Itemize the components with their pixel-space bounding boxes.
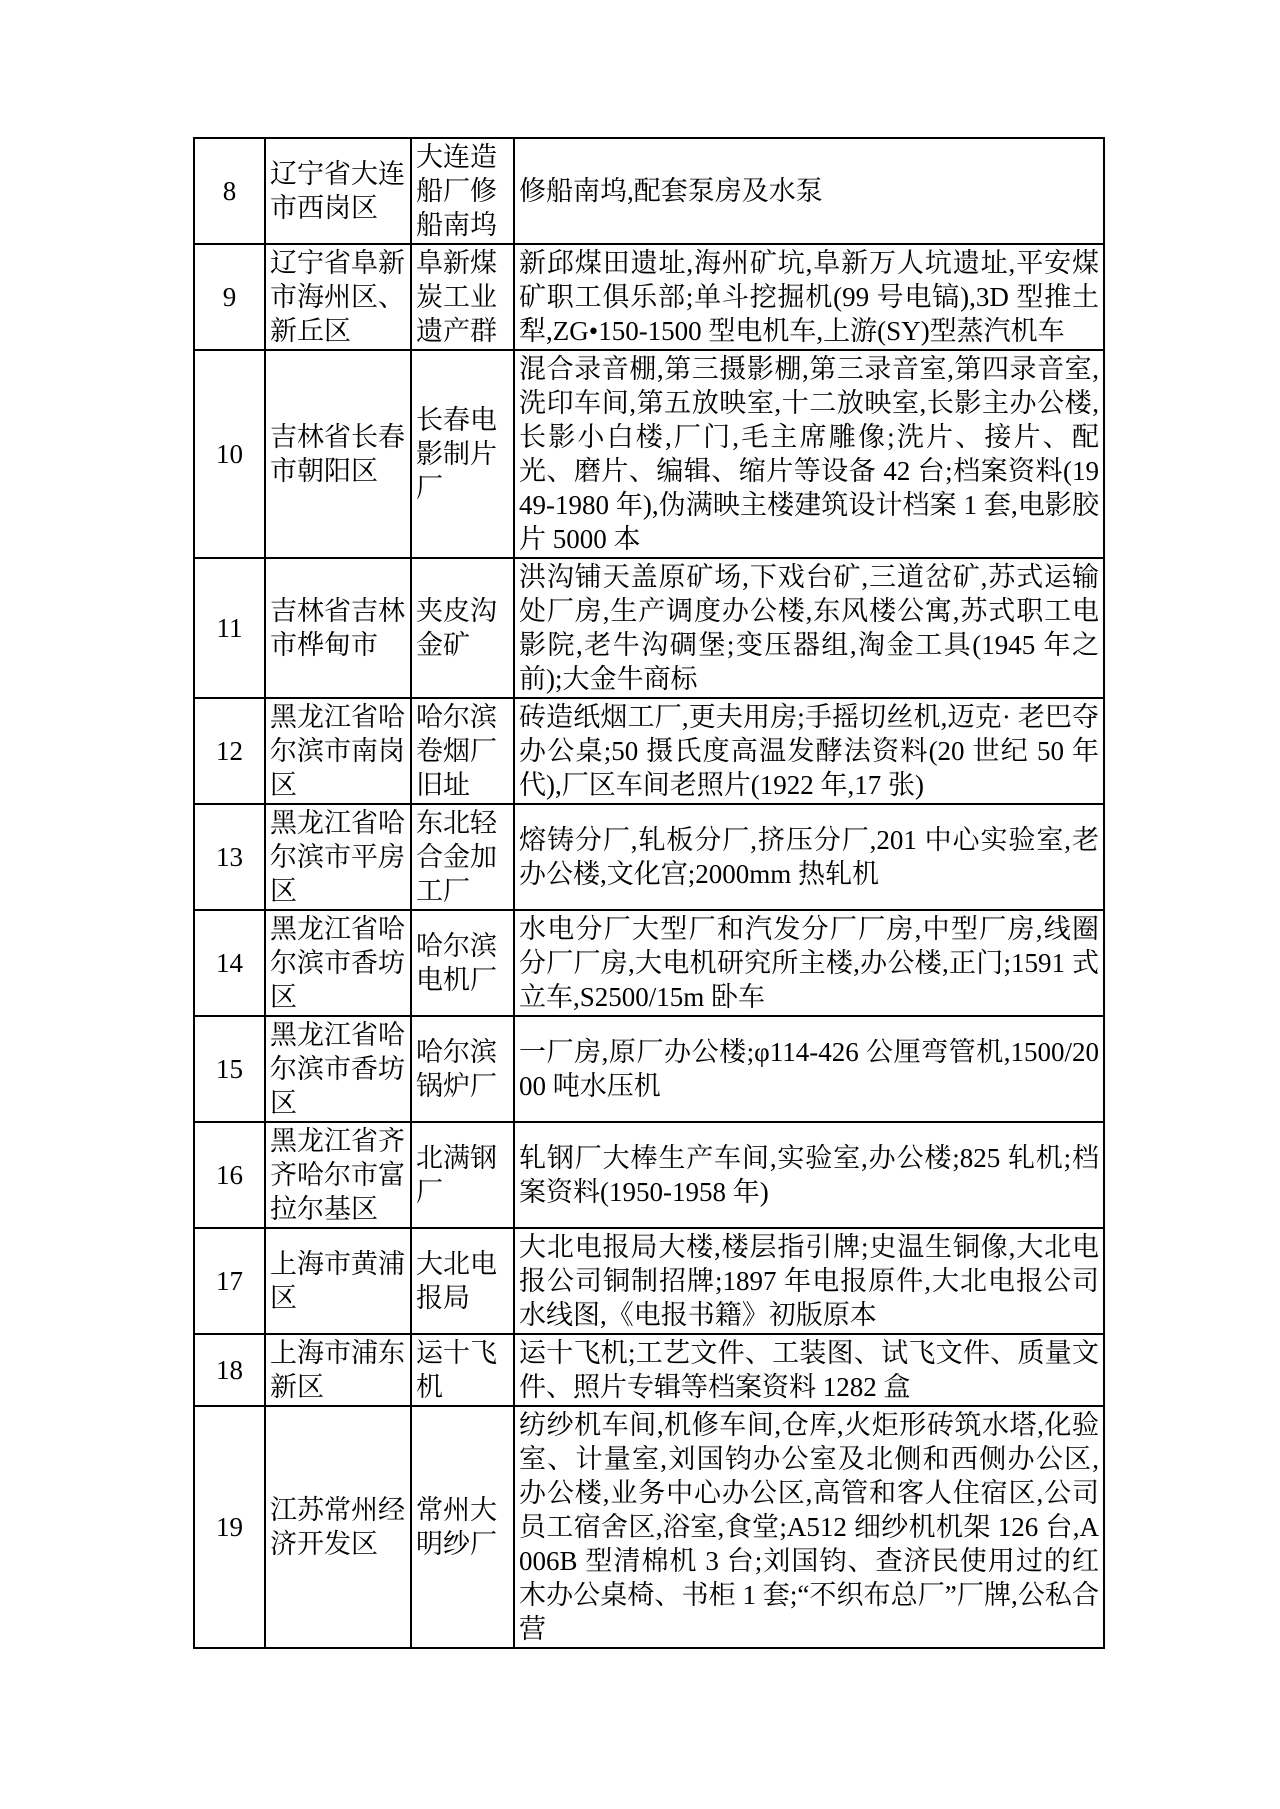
row-number-cell: 16 xyxy=(194,1122,265,1228)
location-cell: 上海市浦东新区 xyxy=(265,1334,411,1406)
site-name-cell: 大连造船厂修船南坞 xyxy=(411,138,514,244)
items-cell: 修船南坞,配套泵房及水泵 xyxy=(514,138,1104,244)
location-cell: 黑龙江省哈尔滨市香坊区 xyxy=(265,910,411,1016)
items-cell: 砖造纸烟工厂,更夫用房;手摇切丝机,迈克· 老巴夺办公桌;50 摄氏度高温发酵法资料(20 世纪 50 年代),厂区车间老照片(1922 年,17 张) xyxy=(514,698,1104,804)
items-cell: 运十飞机;工艺文件、工装图、试飞文件、质量文件、照片专辑等档案资料 1282 盒 xyxy=(514,1334,1104,1406)
location-cell: 黑龙江省哈尔滨市南岗区 xyxy=(265,698,411,804)
items-cell: 一厂房,原厂办公楼;φ114-426 公厘弯管机,1500/2000 吨水压机 xyxy=(514,1016,1104,1122)
site-name-cell: 长春电影制片厂 xyxy=(411,350,514,558)
row-number-cell: 14 xyxy=(194,910,265,1016)
table-row xyxy=(194,1122,1104,1228)
table-row xyxy=(194,698,1104,804)
site-name-cell: 哈尔滨卷烟厂旧址 xyxy=(411,698,514,804)
location-cell: 辽宁省大连市西岗区 xyxy=(265,138,411,244)
location-cell: 江苏常州经济开发区 xyxy=(265,1406,411,1648)
location-cell: 黑龙江省齐齐哈尔市富拉尔基区 xyxy=(265,1122,411,1228)
site-name-cell: 哈尔滨锅炉厂 xyxy=(411,1016,514,1122)
items-cell: 水电分厂大型厂和汽发分厂厂房,中型厂房,线圈分厂厂房,大电机研究所主楼,办公楼,正门;1591 式立车,S2500/15m 卧车 xyxy=(514,910,1104,1016)
items-cell: 新邱煤田遗址,海州矿坑,阜新万人坑遗址,平安煤矿职工俱乐部;单斗挖掘机(99 号电镐),3D 型推土犁,ZG•150-1500 型电机车,上游(SY)型蒸汽机车 xyxy=(514,244,1104,350)
row-number-cell: 15 xyxy=(194,1016,265,1122)
location-cell: 吉林省吉林市桦甸市 xyxy=(265,558,411,698)
location-cell: 上海市黄浦区 xyxy=(265,1228,411,1334)
table-row xyxy=(194,1016,1104,1122)
row-number-cell: 11 xyxy=(194,558,265,698)
heritage-sites-table xyxy=(193,137,1105,1649)
site-name-cell: 夹皮沟金矿 xyxy=(411,558,514,698)
row-number-cell: 10 xyxy=(194,350,265,558)
table-row xyxy=(194,1228,1104,1334)
site-name-cell: 运十飞机 xyxy=(411,1334,514,1406)
table-row xyxy=(194,804,1104,910)
site-name-cell: 常州大明纱厂 xyxy=(411,1406,514,1648)
table-row xyxy=(194,558,1104,698)
table-row xyxy=(194,910,1104,1016)
items-cell: 熔铸分厂,轧板分厂,挤压分厂,201 中心实验室,老办公楼,文化宫;2000mm 热轧机 xyxy=(514,804,1104,910)
row-number-cell: 17 xyxy=(194,1228,265,1334)
table-row xyxy=(194,138,1104,244)
row-number-cell: 9 xyxy=(194,244,265,350)
site-name-cell: 北满钢厂 xyxy=(411,1122,514,1228)
row-number-cell: 18 xyxy=(194,1334,265,1406)
location-cell: 辽宁省阜新市海州区、新丘区 xyxy=(265,244,411,350)
location-cell: 吉林省长春市朝阳区 xyxy=(265,350,411,558)
site-name-cell: 东北轻合金加工厂 xyxy=(411,804,514,910)
items-cell: 纺纱机车间,机修车间,仓库,火炬形砖筑水塔,化验室、计量室,刘国钧办公室及北侧和西侧办公区,办公楼,业务中心办公区,高管和客人住宿区,公司员工宿舍区,浴室,食堂;A512 细纱机机架 126 台,A006B 型清棉机 3 台;刘国钧、查济民使用过的红木办公桌椅、书柜 1 套;“不织布总厂”厂牌,公私合营 xyxy=(514,1406,1104,1648)
row-number-cell: 19 xyxy=(194,1406,265,1648)
items-cell: 洪沟铺天盖原矿场,下戏台矿,三道岔矿,苏式运输处厂房,生产调度办公楼,东风楼公寓,苏式职工电影院,老牛沟碉堡;变压器组,淘金工具(1945 年之前);大金牛商标 xyxy=(514,558,1104,698)
row-number-cell: 13 xyxy=(194,804,265,910)
row-number-cell: 12 xyxy=(194,698,265,804)
items-cell: 混合录音棚,第三摄影棚,第三录音室,第四录音室,洗印车间,第五放映室,十二放映室,长影主办公楼,长影小白楼,厂门,毛主席雕像;洗片、接片、配光、磨片、编辑、缩片等设备 42 台;档案资料(1949-1980 年),伪满映主楼建筑设计档案 1 套,电影胶片 5000 本 xyxy=(514,350,1104,558)
location-cell: 黑龙江省哈尔滨市平房区 xyxy=(265,804,411,910)
table-row xyxy=(194,1406,1104,1648)
table-row xyxy=(194,350,1104,558)
location-cell: 黑龙江省哈尔滨市香坊区 xyxy=(265,1016,411,1122)
table-row xyxy=(194,1334,1104,1406)
site-name-cell: 大北电报局 xyxy=(411,1228,514,1334)
items-cell: 大北电报局大楼,楼层指引牌;史温生铜像,大北电报公司铜制招牌;1897 年电报原件,大北电报公司水线图,《电报书籍》初版原本 xyxy=(514,1228,1104,1334)
site-name-cell: 阜新煤炭工业遗产群 xyxy=(411,244,514,350)
items-cell: 轧钢厂大棒生产车间,实验室,办公楼;825 轧机;档案资料(1950-1958 年) xyxy=(514,1122,1104,1228)
site-name-cell: 哈尔滨电机厂 xyxy=(411,910,514,1016)
row-number-cell: 8 xyxy=(194,138,265,244)
table-row xyxy=(194,244,1104,350)
